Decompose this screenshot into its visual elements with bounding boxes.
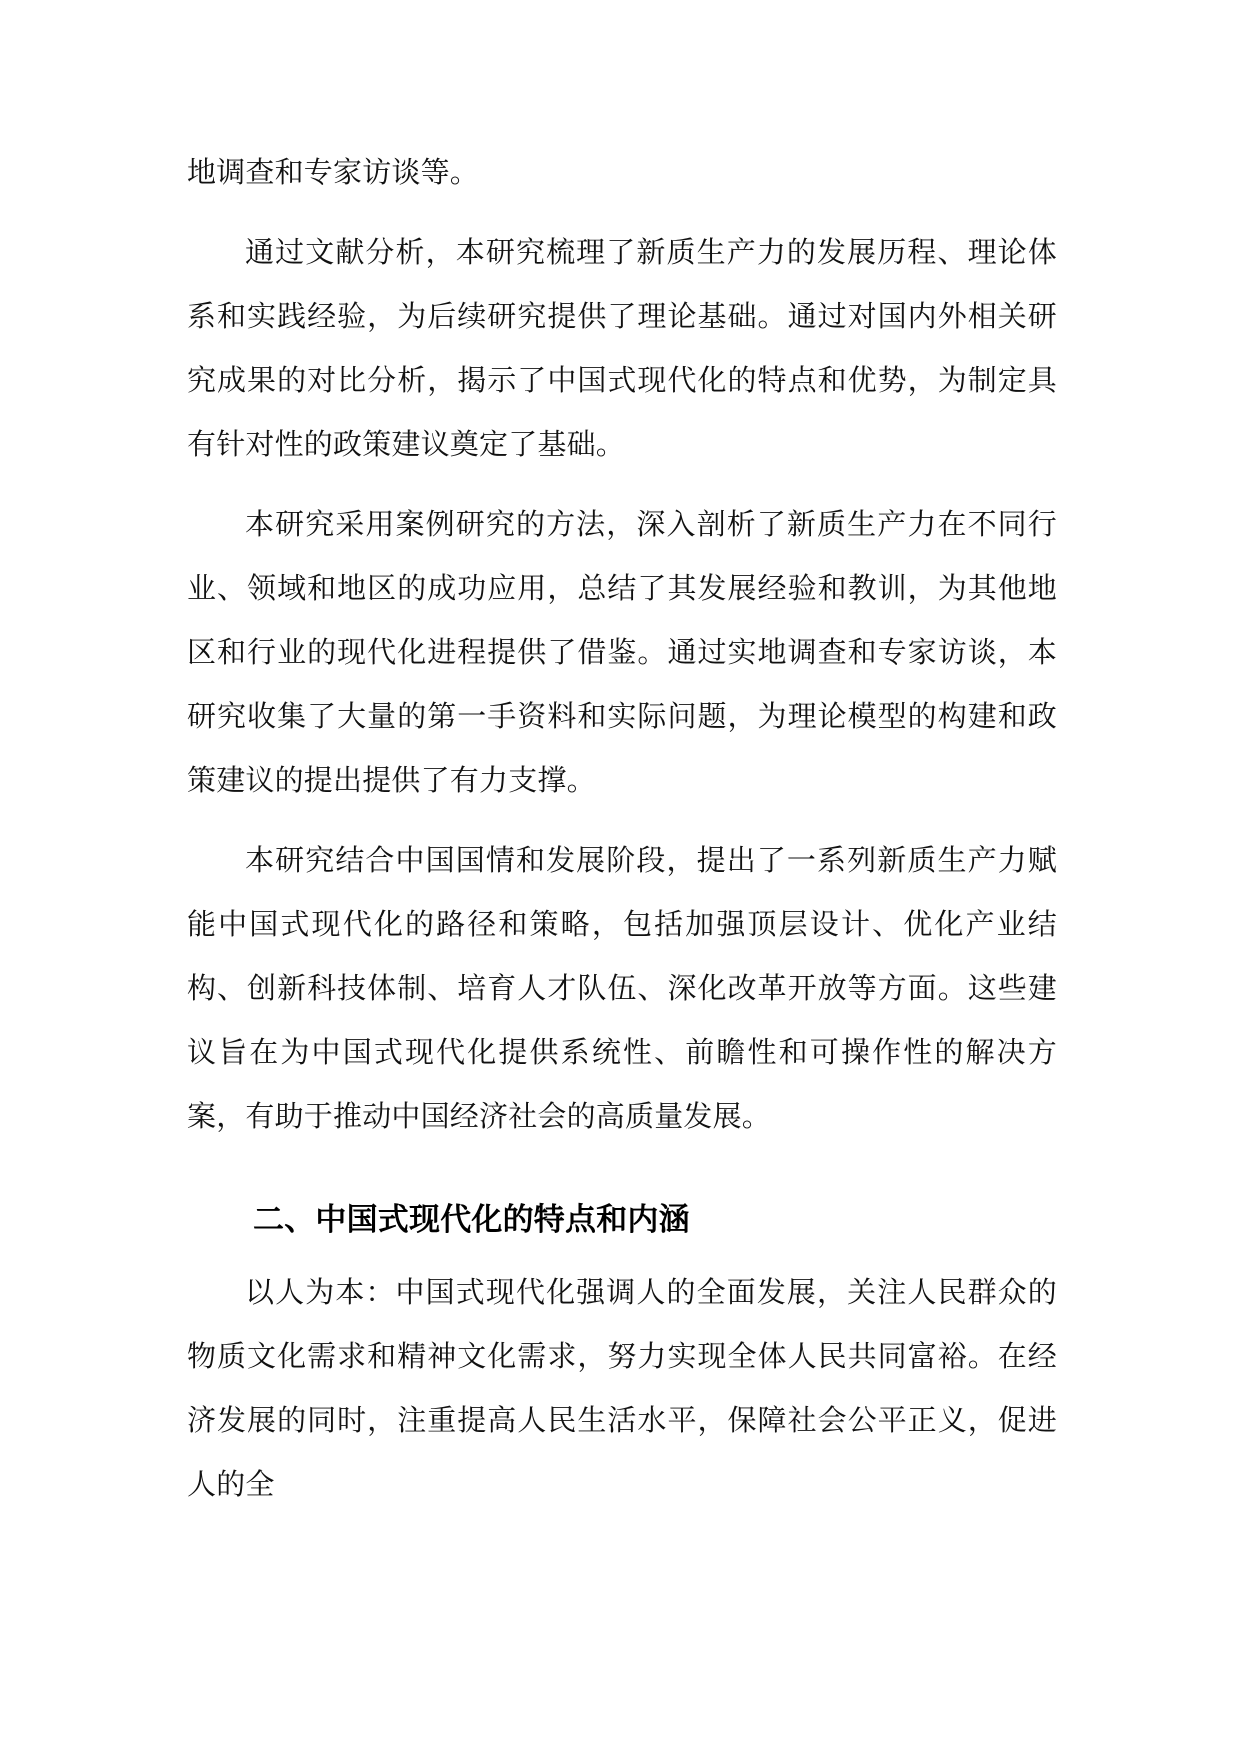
document-body — [187, 140, 1057, 1532]
paragraph-continuation: 地调查和专家访谈等。 — [187, 155, 480, 189]
paragraph-policy-suggestions: 本研究结合中国国情和发展阶段，提出了一系列新质生产力赋能中国式现代化的路径和策略，包括加强顶层设计、优化产业结构、创新科技体制、培育人才队伍、深化改革开放等方面。这些建议旨在为中国式现代化提供系统性、前瞻性和可操作性的解决方案，有助于推动中国经济社会的高质量发展。 — [187, 843, 1057, 1133]
paragraph-literature-analysis: 通过文献分析，本研究梳理了新质生产力的发展历程、理论体系和实践经验，为后续研究提供了理论基础。通过对国内外相关研究成果的对比分析，揭示了中国式现代化的特点和优势，为制定具有针对性的政策建议奠定了基础。 — [187, 235, 1057, 461]
paragraph-people-centered: 以人为本：中国式现代化强调人的全面发展，关注人民群众的物质文化需求和精神文化需求，努力实现全体人民共同富裕。在经济发展的同时，注重提高人民生活水平，保障社会公平正义，促进人的全 — [187, 1275, 1057, 1501]
paragraph-case-study: 本研究采用案例研究的方法，深入剖析了新质生产力在不同行业、领域和地区的成功应用，总结了其发展经验和教训，为其他地区和行业的现代化进程提供了借鉴。通过实地调查和专家访谈，本研究收集了大量的第一手资料和实际问题，为理论模型的构建和政策建议的提出提供了有力支撑。 — [187, 507, 1057, 797]
section-heading: 二、中国式现代化的特点和内涵 — [253, 1202, 690, 1238]
